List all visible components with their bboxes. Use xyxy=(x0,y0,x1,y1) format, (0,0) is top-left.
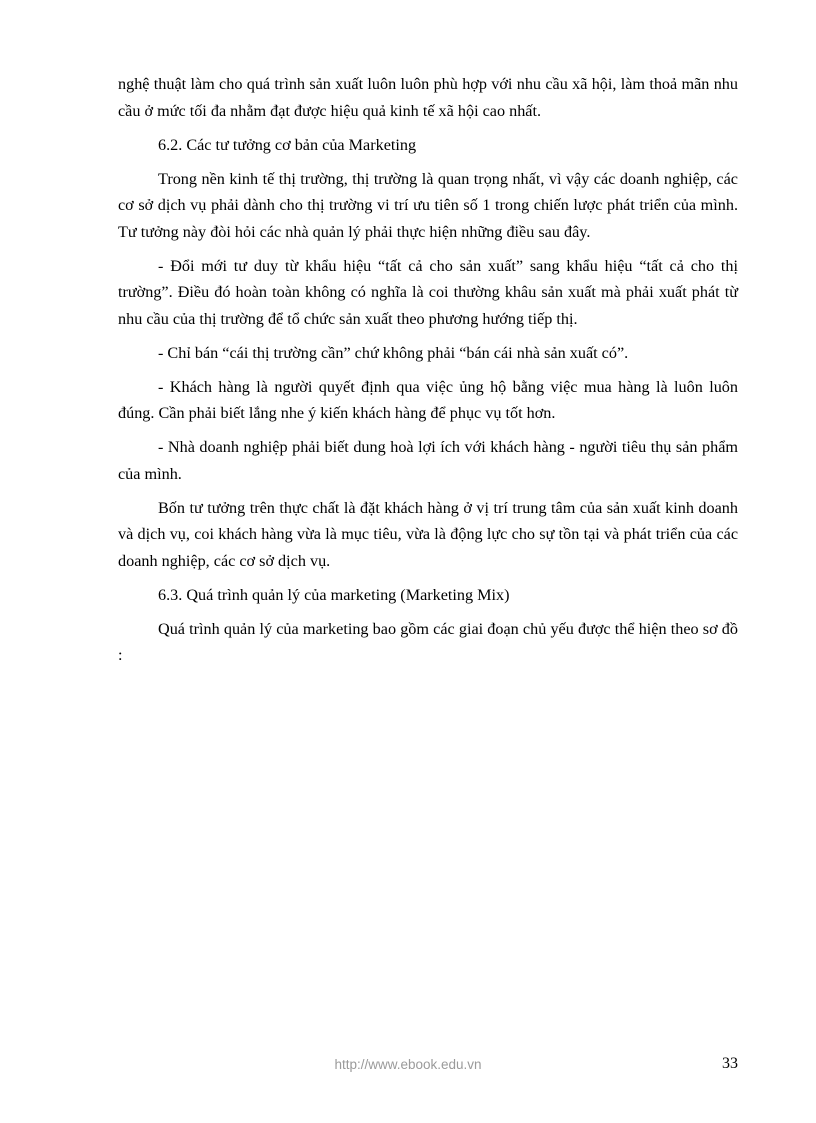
list-item-customer-decides: - Khách hàng là người quyết định qua việc ủng hộ bằng việc mua hàng là luôn luôn đúng. Cần phải biết lắng nhe ý kiến khách hàng để phục vụ tốt hơn. xyxy=(118,377,738,422)
footer-url-link[interactable]: http://www.ebook.edu.vn xyxy=(334,1057,482,1072)
list-item-balance-interests: - Nhà doanh nghiệp phải biết dung hoà lợi ích với khách hàng - người tiêu thụ sản phẩm của mình. xyxy=(118,438,738,483)
paragraph-four-ideas-summary: Bốn tư tưởng trên thực chất là đặt khách hàng ở vị trí trung tâm của sản xuất kinh doanh và dịch vụ, coi khách hàng vừa là mục tiêu, vừa là động lực cho sự tồn tại và phát triển của các doanh nghiệp, các cơ sở dịch vụ. xyxy=(118,498,738,570)
section-heading-6-2: 6.2. Các tư tưởng cơ bản của Marketing xyxy=(158,135,417,154)
paragraph-continuation: nghệ thuật làm cho quá trình sản xuất luôn luôn phù hợp với nhu cầu xã hội, làm thoả mãn nhu cầu ở mức tối đa nhằm đạt được hiệu quả kinh tế xã hội cao nhất. xyxy=(118,75,738,120)
paragraph-management-process: Quá trình quản lý của marketing bao gồm các giai đoạn chủ yếu được thể hiện theo sơ đồ : xyxy=(118,619,738,664)
section-heading-6-3: 6.3. Quá trình quản lý của marketing (Marketing Mix) xyxy=(158,585,510,604)
page-number: 33 xyxy=(722,1055,738,1072)
list-item-sell-what-market-needs: - Chỉ bán “cái thị trường cần” chứ không phải “bán cái nhà sản xuất có”. xyxy=(158,343,629,362)
list-item-renew-thinking: - Đổi mới tư duy từ khẩu hiệu “tất cả cho sản xuất” sang khẩu hiệu “tất cả cho thị trường”. Điều đó hoàn toàn không có nghĩa là coi thường khâu sản xuất mà phải xuất phát từ nhu cầu của thị trường để tổ chức sản xuất theo phương hướng tiếp thị. xyxy=(118,256,738,328)
paragraph-market-intro: Trong nền kinh tế thị trường, thị trường là quan trọng nhất, vì vậy các doanh nghiệp, các cơ sở dịch vụ phải dành cho thị trường vi trí ưu tiên số 1 trong chiến lược phát triển của mình. Tư tưởng này đòi hỏi các nhà quản lý phải thực hiện những điều sau đây. xyxy=(118,169,738,241)
page-content xyxy=(118,71,738,676)
